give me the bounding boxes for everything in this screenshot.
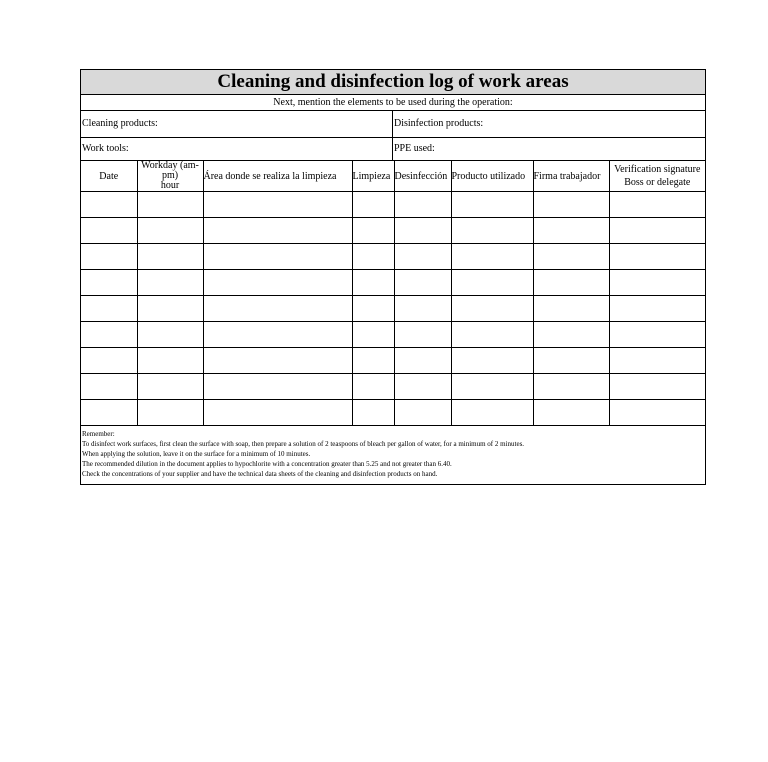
boss-delegate-label: Boss or delegate [624, 177, 691, 188]
table-cell[interactable] [394, 348, 451, 374]
table-cell[interactable] [203, 400, 352, 426]
log-body [81, 192, 705, 426]
table-cell[interactable] [203, 218, 352, 244]
ppe-used-field[interactable]: PPE used: [394, 143, 435, 154]
table-cell[interactable] [394, 192, 451, 218]
table-cell[interactable] [352, 218, 394, 244]
table-cell[interactable] [137, 192, 203, 218]
table-cell[interactable] [81, 192, 137, 218]
table-cell[interactable] [451, 218, 533, 244]
workday-label: Workday (am-pm) [141, 160, 199, 181]
table-row [81, 244, 705, 270]
column-header-area: Área donde se realiza la limpieza [203, 161, 352, 192]
table-cell[interactable] [137, 322, 203, 348]
table-cell[interactable] [394, 296, 451, 322]
table-cell[interactable] [352, 322, 394, 348]
table-cell[interactable] [352, 244, 394, 270]
table-cell[interactable] [352, 270, 394, 296]
table-cell[interactable] [81, 244, 137, 270]
subtitle: Next, mention the elements to be used during the operation: [81, 95, 705, 111]
table-cell[interactable] [352, 192, 394, 218]
table-cell[interactable] [533, 218, 609, 244]
table-row [81, 400, 705, 426]
table-cell[interactable] [533, 192, 609, 218]
verification-label: Verification signature [614, 164, 701, 175]
table-cell[interactable] [609, 270, 705, 296]
note-line: The recommended dilution in the document applies to hypochlorite with a concentration greater than 5.25 and not greater than 6.40. [82, 460, 452, 468]
notes-heading: Remember: [82, 430, 115, 438]
table-cell[interactable] [137, 348, 203, 374]
table-cell[interactable] [451, 322, 533, 348]
table-cell[interactable] [81, 400, 137, 426]
table-cell[interactable] [451, 348, 533, 374]
table-cell[interactable] [394, 244, 451, 270]
table-cell[interactable] [203, 270, 352, 296]
table-cell[interactable] [451, 192, 533, 218]
table-cell[interactable] [533, 296, 609, 322]
table-cell[interactable] [609, 218, 705, 244]
column-header-product: Producto utilizado [451, 161, 533, 192]
notes-section [81, 426, 705, 484]
table-cell[interactable] [352, 374, 394, 400]
table-cell[interactable] [609, 192, 705, 218]
table-cell[interactable] [394, 322, 451, 348]
table-cell[interactable] [203, 374, 352, 400]
table-header-row [81, 161, 705, 192]
table-cell[interactable] [81, 270, 137, 296]
table-cell[interactable] [451, 244, 533, 270]
table-cell[interactable] [203, 348, 352, 374]
table-cell[interactable] [394, 400, 451, 426]
table-cell[interactable] [137, 400, 203, 426]
log-table [81, 161, 705, 426]
table-cell[interactable] [203, 322, 352, 348]
table-cell[interactable] [81, 296, 137, 322]
disinfection-products-field[interactable]: Disinfection products: [394, 118, 484, 129]
table-cell[interactable] [609, 348, 705, 374]
column-header-date: Date [81, 161, 137, 192]
table-cell[interactable] [81, 374, 137, 400]
note-line: Check the concentrations of your supplier and have the technical data sheets of the cleaning and disinfection products on hand. [82, 470, 438, 478]
page-title: Cleaning and disinfection log of work areas [81, 70, 705, 95]
table-row [81, 374, 705, 400]
table-cell[interactable] [203, 192, 352, 218]
table-cell[interactable] [81, 322, 137, 348]
table-row [81, 192, 705, 218]
table-cell[interactable] [137, 270, 203, 296]
table-cell[interactable] [81, 348, 137, 374]
column-header-worker-signature: Firma trabajador [533, 161, 609, 192]
tools-row [81, 138, 705, 161]
table-cell[interactable] [203, 244, 352, 270]
table-row [81, 270, 705, 296]
note-line: To disinfect work surfaces, first clean the surface with soap, then prepare a solution of 2 teaspoons of bleach per gallon of water, for a minimum of 2 minutes. [82, 440, 525, 448]
column-header-cleaning: Limpieza [352, 161, 394, 192]
table-cell[interactable] [533, 400, 609, 426]
work-tools-field[interactable]: Work tools: [81, 138, 393, 160]
products-row [81, 111, 705, 138]
table-cell[interactable] [451, 400, 533, 426]
table-cell[interactable] [609, 296, 705, 322]
table-cell[interactable] [609, 374, 705, 400]
table-cell[interactable] [81, 218, 137, 244]
table-cell[interactable] [203, 296, 352, 322]
table-row [81, 348, 705, 374]
table-row [81, 296, 705, 322]
column-header-disinfection: Desinfección [394, 161, 451, 192]
hour-label: hour [160, 180, 180, 191]
cleaning-products-field[interactable]: Cleaning products: [81, 111, 393, 137]
table-cell[interactable] [533, 270, 609, 296]
column-header-verification [609, 161, 705, 192]
table-cell[interactable] [533, 322, 609, 348]
table-cell[interactable] [352, 348, 394, 374]
table-cell[interactable] [137, 296, 203, 322]
table-row [81, 322, 705, 348]
table-cell[interactable] [394, 374, 451, 400]
table-row [81, 218, 705, 244]
table-cell[interactable] [533, 348, 609, 374]
table-cell[interactable] [609, 322, 705, 348]
table-cell[interactable] [394, 218, 451, 244]
table-cell[interactable] [533, 244, 609, 270]
table-cell[interactable] [137, 218, 203, 244]
table-cell[interactable] [451, 374, 533, 400]
table-cell[interactable] [352, 296, 394, 322]
table-cell[interactable] [533, 374, 609, 400]
table-cell[interactable] [352, 400, 394, 426]
table-cell[interactable] [394, 270, 451, 296]
column-header-workday [137, 161, 203, 192]
table-cell[interactable] [451, 270, 533, 296]
table-cell[interactable] [137, 374, 203, 400]
table-cell[interactable] [451, 296, 533, 322]
log-sheet [80, 69, 706, 485]
table-cell[interactable] [609, 400, 705, 426]
note-line: When applying the solution, leave it on the surface for a minimum of 10 minutes. [82, 450, 311, 458]
table-cell[interactable] [609, 244, 705, 270]
table-cell[interactable] [137, 244, 203, 270]
